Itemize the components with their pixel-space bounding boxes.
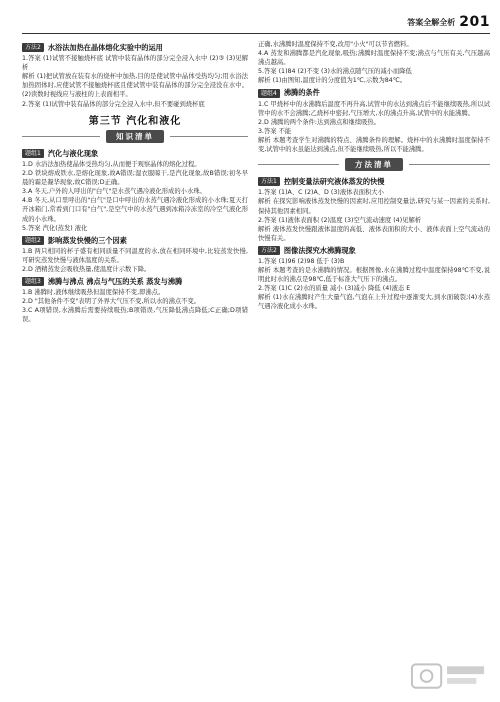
page-header [22,14,490,34]
answer-paragraph: 2.D 酒精蒸发会吸收热量,使温度计示数下降。 [22,265,151,273]
method-1-heading [258,177,490,186]
page-number: 201 [459,14,490,30]
group-1-heading [22,149,248,158]
answer-paragraph: 3.C A项错误,水沸腾后需要持续吸热;B项错误,气压降低沸点降低;C正确;D项错误。 [22,307,248,324]
divider [409,164,490,165]
answer-paragraph: 2.D 铁块熔成铁水,是熔化现象,故A错误;湿衣服晾干,是汽化现象,故B错误;初冬早晨的霜是凝华现象,故C错误;D正确。 [22,170,248,187]
method-tag: 方法2 [22,43,44,52]
section-title: 第三节 汽化和液化 [88,115,182,127]
group-3-heading [22,277,248,286]
answer-paragraph: 3.A 冬天,户外的人呼出的"白气"是水蒸气遇冷液化形成的小水珠。 [22,188,206,196]
method-tag: 方法2 [258,246,280,255]
answer-paragraph: 1.C 甲烧杯中的水沸腾后温度不再升高,试管中的水达到沸点后不能继续吸热,所以试管中的水不会沸腾;乙烧杯中密封,气压增大,水的沸点升高,试管中的水能沸腾。 [258,100,490,117]
right-column [258,40,490,312]
answer-paragraph: 4.A 蒸发和沸腾都是汽化现象,吸热;沸腾时温度保持不变;沸点与气压有关,气压越高沸点越高。 [258,50,490,67]
method-1-title: 控制变量法研究液体蒸发的快慢 [283,177,385,187]
answer-paragraph: 正确,水沸腾时温度保持不变,改用"小火"可以节省燃料。 [258,41,413,48]
answer-paragraph: 2.D "其他条件不变"表明了外界大气压不变,所以水的沸点不变。 [22,298,201,306]
watermark-logo-icon [410,660,488,696]
knowledge-banner-label: 知识清单 [106,130,164,143]
explanation-paragraph: 解析 本题考查学生对沸腾的特点、沸腾条件的理解。烧杯中的水沸腾时温度保持不变,试管中的水虽能达到沸点,但不能继续吸热,所以不能沸腾。 [258,136,490,154]
explanation-paragraph: 解析 (1)由图知,温度计的分度值为1℃,示数为84℃。 [258,77,407,85]
left-column [22,40,248,325]
answer-paragraph: 1.B 两只相同的杯子盛有相同质量不同温度的水,放在相同环境中,比较蒸发快慢,可研究蒸发快慢与液体温度的关系。 [22,247,248,264]
method-2b-title: 图像法探究水沸腾现象 [283,245,356,255]
method-tag: 方法1 [258,177,280,186]
answer-paragraph: 1.答案 (1)试管不接触烧杯底 试管中装有晶体的部分完全浸入水中 (2)③ (3)见解析 [22,55,248,72]
header-right [407,14,490,30]
explanation-paragraph: 解析 (1)水在沸腾时产生大量气泡,气泡在上升过程中逐渐变大,到水面破裂;(4)水蒸气遇冷液化成小水珠。 [258,294,490,311]
answer-paragraph: 1.答案 (1)A、C (2)A、D (3)液体表面积大小 [258,189,384,197]
group-tag: 题组3 [22,277,44,286]
answer-paragraph: 2.答案 (1)液体表面积 (2)温度 (3)空气流动速度 (4)见解析 [258,216,422,224]
method-banner [258,158,490,171]
answer-paragraph: 5.答案 汽化(蒸发) 液化 [22,224,88,232]
method-2b-heading [258,246,490,255]
header-label: 答案全解全析 [407,17,456,27]
answer-paragraph: 5.答案 (1)84 (2)不变 (3)水的沸点随气压的减小而降低 [258,68,412,76]
group-3-title: 沸腾与沸点 沸点与气压的关系 蒸发与沸腾 [47,277,183,287]
explanation-paragraph: 解析 在探究影响液体蒸发快慢的因素时,应用控制变量法,研究与某一因素的关系时,保持其他因素相同。 [258,198,490,215]
group-tag: 题组2 [22,236,44,245]
group-4-title: 沸腾的条件 [283,88,320,98]
answer-paragraph: 1.D 水浴法加热使晶体受热均匀,从而便于观察晶体的熔化过程。 [22,160,201,168]
divider [22,136,100,137]
group-2-title: 影响蒸发快慢的三个因素 [47,235,127,245]
answer-paragraph: 1.答案 (1)96 (2)98 低于 (3)B [258,257,345,265]
answer-paragraph: 2.D 沸腾的两个条件:达到沸点和继续吸热。 [258,118,381,126]
answer-paragraph: 1.B 沸腾时,液体继续吸热但温度保持不变,即沸点。 [22,289,165,297]
group-tag: 题组4 [258,89,280,98]
explanation-paragraph: 解析 (1)把试管放在装有水的烧杯中加热,目的是使试管中晶体受热均匀;用水浴法加热固体时,应使试管不接触烧杯底且使试管中装有晶体的部分完全浸没在水中。(2)读数时视线应与液柱的上表面相平。 [22,73,248,99]
answer-paragraph: 2.答案 (1)C (2)水的质量 减小 (3)减小 降低 (4)液态 E [258,285,411,293]
method-banner-label: 方法清单 [345,158,403,171]
knowledge-banner [22,130,248,143]
method-2-heading [22,43,248,52]
explanation-paragraph: 解析 本题考查的是水沸腾的情况。根据图像,水在沸腾过程中温度保持98℃不变,说明此时水的沸点是98℃,低于标准大气压下的沸点。 [258,267,490,284]
divider [170,136,248,137]
method-2-title: 水浴法加热在晶体熔化实验中的运用 [47,43,163,52]
group-tag: 题组1 [22,149,44,158]
group-2-heading [22,236,248,245]
group-1-title: 汽化与液化现象 [47,148,99,158]
answer-paragraph: 2.答案 (1)试管中装有晶体的部分完全浸入水中,但不要碰到烧杯底 [22,100,205,108]
explanation-paragraph: 解析 液体蒸发快慢跟液体温度的高低、液体表面积的大小、液体表面上空气流动的快慢有关。 [258,225,490,242]
group-4-heading [258,88,490,97]
answer-paragraph: 4.B 冬天,从口里呼出的"白气"是口中呼出的水蒸气遇冷液化形成的小水珠;夏天打开冰箱门,常看到门口有"白气",是空气中的水蒸气遇到冰箱冷冻室的冷空气液化形成的小水珠。 [22,197,248,223]
divider [258,164,339,165]
answer-paragraph: 3.答案 不能 [258,127,292,135]
